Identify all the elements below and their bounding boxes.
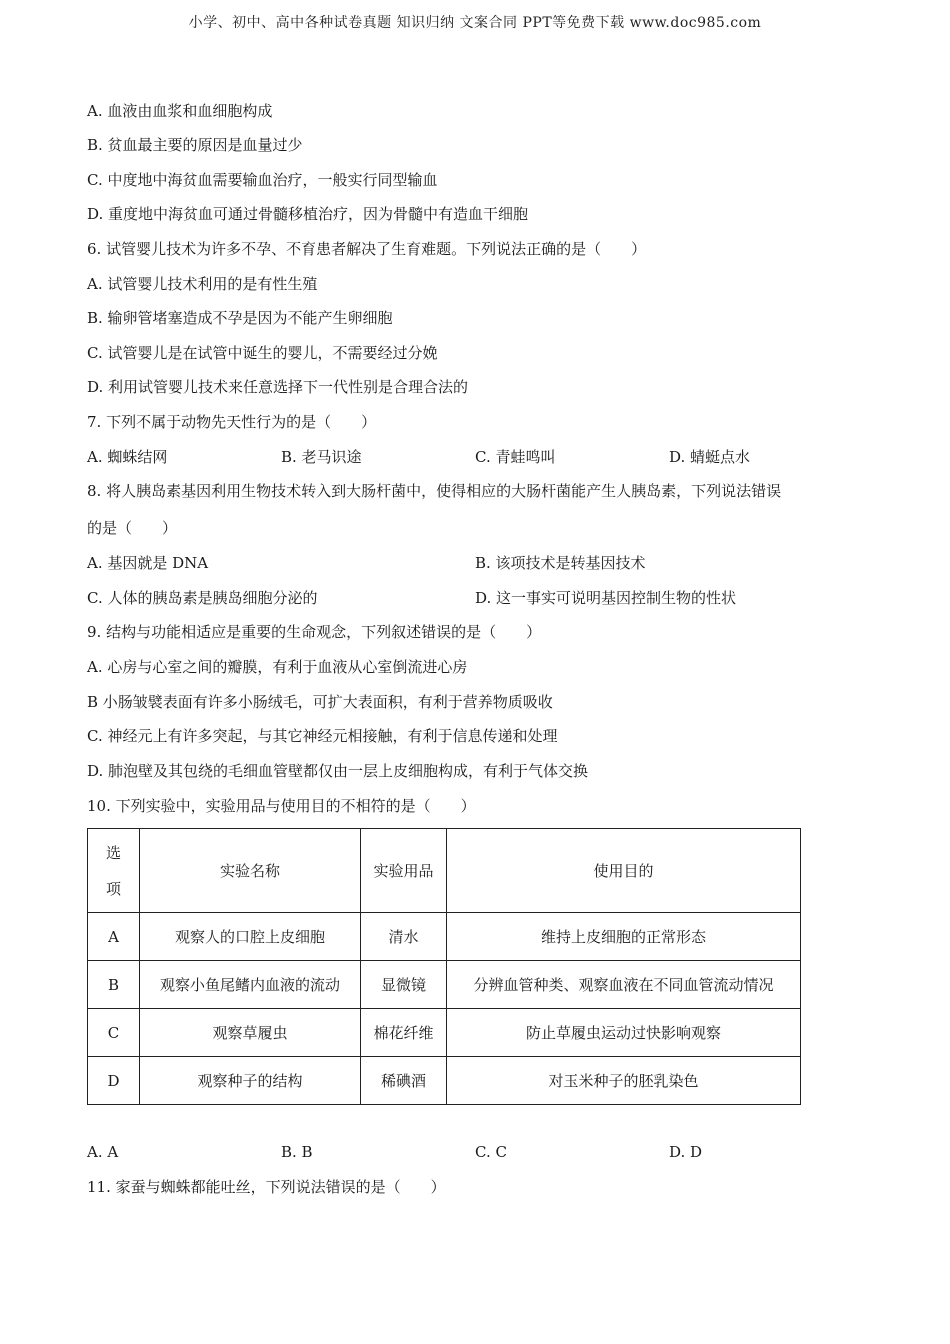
row-name: 观察种子的结构	[140, 1057, 361, 1105]
q7-option-b: B. 老马识途	[281, 448, 362, 466]
table-row	[88, 1057, 801, 1105]
q9-option-d: D. 肺泡壁及其包绕的毛细血管壁都仅由一层上皮细胞构成，有利于气体交换	[87, 762, 589, 780]
row-purpose: 对玉米种子的胚乳染色	[447, 1057, 801, 1105]
q6-option-a: A. 试管婴儿技术利用的是有性生殖	[87, 275, 318, 293]
table-header-row	[88, 829, 801, 913]
q8-stem-line1: 8. 将人胰岛素基因利用生物技术转入到大肠杆菌中，使得相应的大肠杆菌能产生人胰岛素，下列说法错误	[87, 482, 782, 500]
table-row	[88, 913, 801, 961]
table-row	[88, 1009, 801, 1057]
q8-stem-line2: 的是（ ）	[87, 519, 178, 537]
header-option-bottom: 项	[105, 879, 121, 898]
row-item: 稀碘酒	[361, 1057, 447, 1105]
row-option: D	[88, 1057, 140, 1105]
q5-option-c: C. 中度地中海贫血需要输血治疗，一般实行同型输血	[87, 171, 438, 189]
q10-option-c: C. C	[475, 1143, 507, 1161]
q9-option-a: A. 心房与心室之间的瓣膜，有利于血液从心室倒流进心房	[87, 658, 468, 676]
q5-option-a: A. 血液由血浆和血细胞构成	[87, 102, 273, 120]
row-name: 观察小鱼尾鳍内血液的流动	[140, 961, 361, 1009]
row-option: B	[88, 961, 140, 1009]
q10-table	[87, 828, 801, 1105]
q7-option-a: A. 蜘蛛结网	[87, 448, 168, 466]
q6-option-b: B. 输卵管堵塞造成不孕是因为不能产生卵细胞	[87, 309, 393, 327]
q8-option-d: D. 这一事实可说明基因控制生物的性状	[475, 589, 737, 607]
q9-stem: 9. 结构与功能相适应是重要的生命观念，下列叙述错误的是（ ）	[87, 623, 542, 641]
q6-option-c: C. 试管婴儿是在试管中诞生的婴儿，不需要经过分娩	[87, 344, 438, 362]
q10-option-d: D. D	[669, 1143, 703, 1161]
q7-stem: 7. 下列不属于动物先天性行为的是（ ）	[87, 413, 377, 431]
header-experiment-name: 实验名称	[140, 829, 361, 913]
q8-option-b: B. 该项技术是转基因技术	[475, 554, 646, 572]
row-option: C	[88, 1009, 140, 1057]
q5-option-b: B. 贫血最主要的原因是血量过少	[87, 136, 303, 154]
row-name: 观察人的口腔上皮细胞	[140, 913, 361, 961]
q7-option-d: D. 蜻蜓点水	[669, 448, 751, 466]
row-purpose: 维持上皮细胞的正常形态	[447, 913, 801, 961]
row-purpose: 分辨血管种类、观察血液在不同血管流动情况	[447, 961, 801, 1009]
row-purpose: 防止草履虫运动过快影响观察	[447, 1009, 801, 1057]
row-option: A	[88, 913, 140, 961]
header-option	[88, 829, 140, 913]
header-experiment-item: 实验用品	[361, 829, 447, 913]
q5-option-d: D. 重度地中海贫血可通过骨髓移植治疗，因为骨髓中有造血干细胞	[87, 205, 529, 223]
row-item: 棉花纤维	[361, 1009, 447, 1057]
q10-option-a: A. A	[87, 1143, 119, 1161]
q9-option-c: C. 神经元上有许多突起，与其它神经元相接触，有利于信息传递和处理	[87, 727, 558, 745]
q8-option-a: A. 基因就是 DNA	[87, 554, 209, 572]
q6-option-d: D. 利用试管婴儿技术来任意选择下一代性别是合理合法的	[87, 378, 469, 396]
header-purpose: 使用目的	[447, 829, 801, 913]
q7-option-c: C. 青蛙鸣叫	[475, 448, 556, 466]
table-row	[88, 961, 801, 1009]
header-option-top: 选	[105, 843, 121, 862]
q10-stem: 10. 下列实验中，实验用品与使用目的不相符的是（ ）	[87, 797, 476, 815]
q9-option-b: B 小肠皱襞表面有许多小肠绒毛，可扩大表面积，有利于营养物质吸收	[87, 693, 553, 711]
row-name: 观察草履虫	[140, 1009, 361, 1057]
row-item: 显微镜	[361, 961, 447, 1009]
page-header: 小学、初中、高中各种试卷真题 知识归纳 文案合同 PPT等免费下载 www.doc985.com	[188, 15, 762, 31]
q10-option-b: B. B	[281, 1143, 313, 1161]
q6-stem: 6. 试管婴儿技术为许多不孕、不育患者解决了生育难题。下列说法正确的是（ ）	[87, 240, 647, 258]
row-item: 清水	[361, 913, 447, 961]
q8-option-c: C. 人体的胰岛素是胰岛细胞分泌的	[87, 589, 318, 607]
q11-stem: 11. 家蚕与蜘蛛都能吐丝，下列说法错误的是（ ）	[87, 1178, 446, 1196]
